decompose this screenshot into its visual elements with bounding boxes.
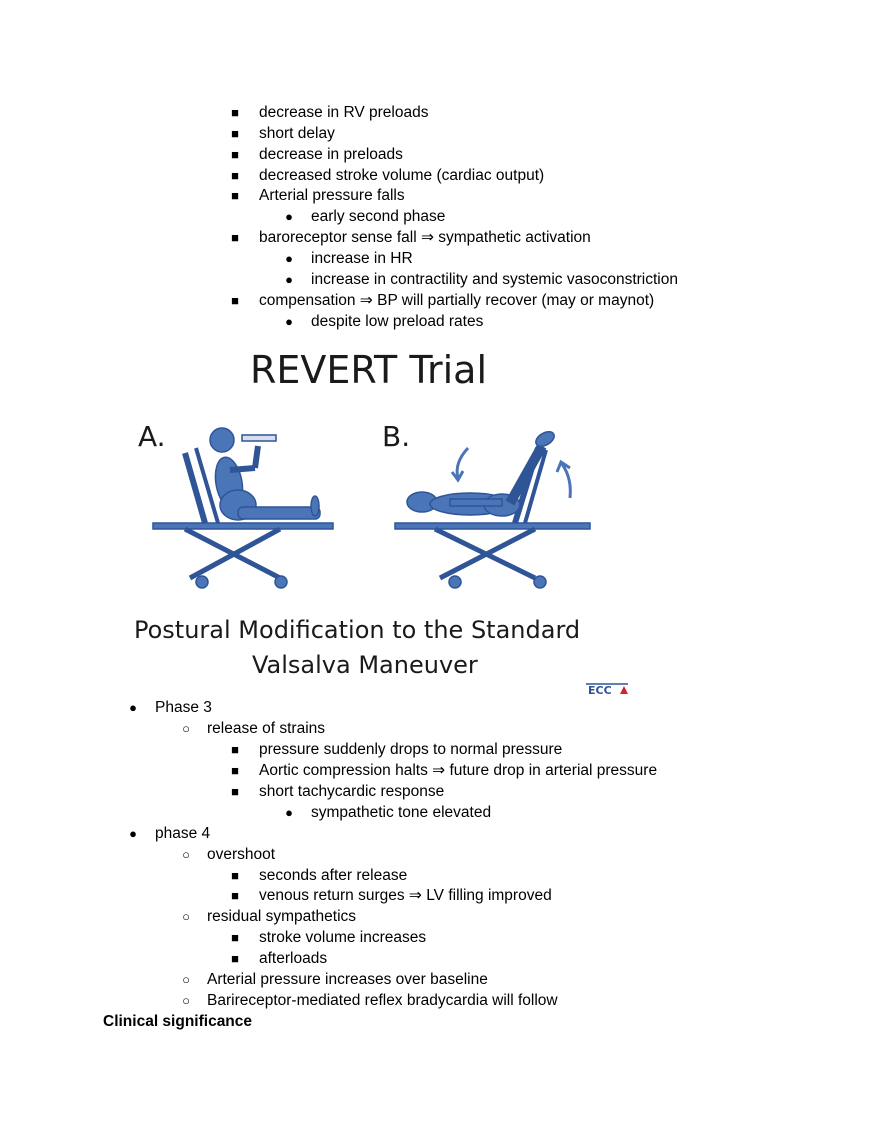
list-marker: ○ [182, 721, 190, 736]
list-marker: ■ [231, 868, 239, 883]
figure-caption-line1: Postural Modification to the Standard [134, 616, 581, 644]
list-item: compensation ⇒ BP will partially recover (may or maynot) [259, 292, 655, 309]
list-marker: ● [129, 826, 137, 841]
list-marker: ■ [231, 888, 239, 903]
list-item: baroreceptor sense fall ⇒ sympathetic activation [259, 229, 591, 246]
list-item: Aortic compression halts ⇒ future drop in arterial pressure [259, 762, 658, 779]
list-marker: ○ [182, 909, 190, 924]
list-item: Barireceptor-mediated reflex bradycardia will follow [207, 992, 558, 1009]
list-marker: ○ [182, 972, 190, 987]
list-item: residual sympathetics [207, 908, 357, 925]
list-marker: ■ [231, 784, 239, 799]
curved-arrow-icon [452, 448, 570, 498]
list-marker: ○ [182, 847, 190, 862]
logo-text: ECC [588, 684, 612, 694]
list-marker: ● [285, 209, 293, 224]
panel-b-stretcher-icon [395, 448, 590, 588]
list-marker: ■ [231, 147, 239, 162]
list-item: sympathetic tone elevated [311, 804, 492, 821]
list-item: decrease in preloads [259, 146, 403, 163]
panel-b-label: B. [382, 420, 411, 453]
list-item: pressure suddenly drops to normal pressure [259, 741, 563, 758]
list-item: phase 4 [155, 825, 211, 842]
list-marker: ■ [231, 188, 239, 203]
list-item: seconds after release [259, 867, 408, 884]
figure-title: REVERT Trial [250, 348, 487, 392]
list-marker: ■ [231, 293, 239, 308]
list-marker: ● [285, 251, 293, 266]
list-item: release of strains [207, 720, 326, 737]
list-item: overshoot [207, 846, 276, 863]
esc-logo [586, 681, 628, 694]
list-item: increase in HR [311, 250, 413, 267]
list-marker: ■ [231, 230, 239, 245]
list-marker: ● [285, 805, 293, 820]
list-marker: ■ [231, 763, 239, 778]
list-item: early second phase [311, 208, 446, 225]
list-item: decrease in RV preloads [259, 104, 429, 121]
list-item: afterloads [259, 950, 328, 967]
panel-b-supine-person-icon [407, 429, 557, 516]
list-item: Phase 3 [155, 699, 212, 716]
list-marker: ■ [231, 742, 239, 757]
list-item: Arterial pressure falls [259, 187, 405, 204]
list-item: venous return surges ⇒ LV filling improved [259, 887, 552, 904]
list-marker: ● [285, 272, 293, 287]
list-marker: ■ [231, 126, 239, 141]
list-item: increase in contractility and systemic vasoconstriction [311, 271, 678, 288]
list-item: stroke volume increases [259, 929, 427, 946]
list-marker: ● [129, 700, 137, 715]
list-item: short delay [259, 125, 335, 142]
list-item: despite low preload rates [311, 313, 484, 330]
list-item: Arterial pressure increases over baseline [207, 971, 488, 988]
list-item: decreased stroke volume (cardiac output) [259, 167, 545, 184]
panel-a-seated-person-icon [210, 428, 320, 520]
list-marker: ○ [182, 993, 190, 1008]
list-marker: ■ [231, 951, 239, 966]
section-heading: Clinical significance [103, 1013, 253, 1030]
figure-caption-line2: Valsalva Maneuver [252, 651, 478, 679]
panel-a-label: A. [138, 420, 166, 453]
list-marker: ■ [231, 930, 239, 945]
list-item: short tachycardic response [259, 783, 445, 800]
list-marker: ■ [231, 105, 239, 120]
revert-trial-figure [130, 338, 640, 694]
list-marker: ■ [231, 168, 239, 183]
list-marker: ● [285, 314, 293, 329]
figure-illustration [130, 338, 640, 694]
